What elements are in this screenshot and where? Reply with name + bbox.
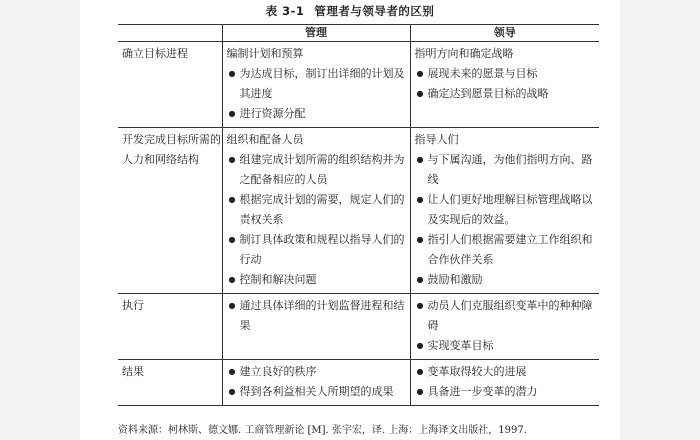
- table-row: [118, 360, 599, 406]
- bullet-item: ● 确定达到愿景目标的战略: [415, 84, 600, 104]
- bullet-item: ● 根据完成计划的需要，规定人们的责权关系: [227, 190, 410, 230]
- table-caption: [80, 3, 620, 19]
- cell-heading: 指明方向和确定战略: [414, 47, 514, 60]
- source-note: 资料来源：柯林斯、德文娜. 工商管理新论 [M]. 张宇宏，译. 上海：上海译文出版社，1997.: [118, 425, 527, 436]
- leadership-cell: [410, 128, 599, 294]
- bullet-item: ● 进行资源分配: [227, 104, 410, 124]
- table-number: 表 3-1: [265, 4, 305, 18]
- cell-heading: 组织和配备人员: [226, 133, 304, 146]
- bullet-list: [415, 150, 600, 290]
- bullet-item: ● 得到各利益相关人所期望的成果: [227, 382, 410, 402]
- management-cell: [222, 128, 410, 294]
- header-management: 管理: [222, 25, 410, 42]
- cell-heading: 指导人们: [414, 133, 459, 146]
- bullet-item: ● 为达成目标，制订出详细的计划及其进度: [227, 64, 410, 104]
- bullet-list: [227, 296, 410, 336]
- bullet-list: [415, 64, 600, 104]
- bullet-item: ● 控制和解决问题: [227, 270, 410, 290]
- bullet-item: ● 实现变革目标: [415, 336, 600, 356]
- header-leadership: 领导: [410, 25, 599, 42]
- row-label: 开发完成目标所需的人力和网络结构: [118, 128, 222, 294]
- row-label: 结果: [122, 365, 144, 378]
- bullet-list: [415, 296, 600, 356]
- row-label: 确立目标进程: [118, 42, 222, 128]
- cell-heading: 编制计划和预算: [226, 47, 304, 60]
- bullet-item: ● 组建完成计划所需的组织结构并为之配备相应的人员: [227, 150, 410, 190]
- bullet-item: ● 让人们更好地理解目标管理战略以及实现后的效益。: [415, 190, 600, 230]
- management-cell: [222, 294, 410, 360]
- table-title: 管理者与领导者的区别: [314, 4, 435, 18]
- leadership-cell: [410, 360, 599, 406]
- row-label: 执行: [118, 294, 222, 360]
- bullet-list: [227, 64, 410, 124]
- bullet-item: ● 具备进一步变革的潜力: [415, 382, 600, 402]
- leadership-cell: [410, 294, 599, 360]
- bullet-item: ● 动员人们克服组织变革中的种种障碍: [415, 296, 600, 336]
- bullet-item: ● 与下属沟通，为他们指明方向、路线: [415, 150, 600, 190]
- bullet-item: ● 通过具体详细的计划监督进程和结果: [227, 296, 410, 336]
- header-row: [118, 25, 599, 42]
- book-page: [80, 0, 620, 440]
- bullet-list: [227, 150, 410, 290]
- table-row: [118, 42, 599, 128]
- leadership-cell: [410, 42, 599, 128]
- bullet-item: ● 指引人们根据需要建立工作组织和合作伙伴关系: [415, 230, 600, 270]
- table-row: [118, 294, 599, 360]
- header-blank: [118, 25, 222, 42]
- bullet-item: ● 展现未来的愿景与目标: [415, 64, 600, 84]
- bullet-item: ● 制订具体政策和规程以指导人们的行动: [227, 230, 410, 270]
- bullet-item: ● 鼓励和激励: [415, 270, 600, 290]
- table-row: [118, 128, 599, 294]
- bullet-item: ● 变革取得较大的进展: [415, 362, 600, 382]
- bullet-item: ● 建立良好的秩序: [227, 362, 410, 382]
- bullet-list: [415, 362, 600, 402]
- bullet-list: [227, 362, 410, 402]
- management-cell: [222, 360, 410, 406]
- comparison-table: [118, 24, 599, 406]
- management-cell: [222, 42, 410, 128]
